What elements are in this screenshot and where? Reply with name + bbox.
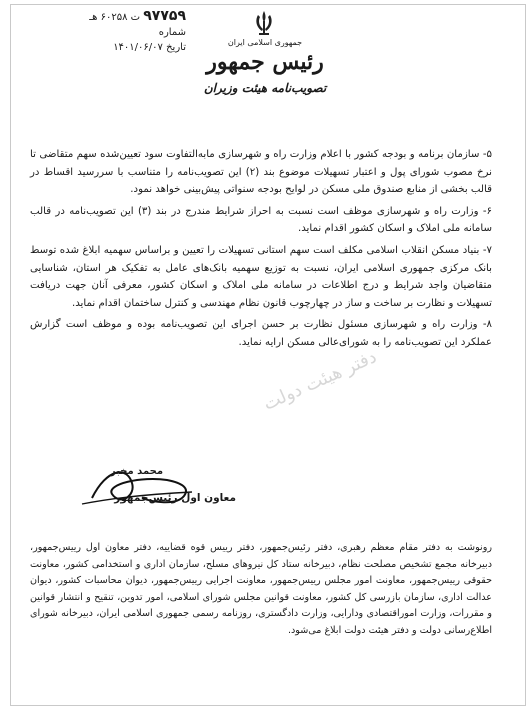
letter-code: ت ۶۰۲۵۸ هـ — [89, 12, 141, 23]
date-value: ۱۴۰۱/۰۶/۰۷ — [113, 42, 163, 53]
watermark-stamp: دفتر هیئت دولت — [260, 346, 380, 415]
article-5: ۵- سازمان برنامه و بودجه کشور با اعلام وزارت راه و شهرسازی مابه‌التفاوت سود تعیین‌شده سهم متقاضی تا نرخ مصوب شورای پول و اعتبار تسهیلات موضوع بند (۲) این تصویب‌نامه را متناسب با سررسید اقساط در قالب بخشی از منابع صندوق ملی مسکن در لوایح بودجه سنواتی پیش‌بینی خواهد نمود. — [30, 149, 492, 196]
office-title: رئیس جمهور — [206, 49, 324, 75]
distribution-list: رونوشت به دفتر مقام معظم رهبری، دفتر رئیس‌جمهور، دفتر رییس قوه قضاییه، دفتر معاون اول رییس‌جمهور، دبیرخانه مجمع تشخیص مصلحت نظام، دبیرخانه ستاد کل نیروهای مسلح، سازمان اداری و استخدامی کشور، معاونت حقوقی رییس‌جمهور، معاونت امور مجلس رییس‌جمهور، معاونت اجرایی رییس‌جمهور، دیوان محاسبات کشور، دیوان عدالت اداری، سازمان بازرسی کل کشور، معاونت قوانین مجلس شورای اسلامی، امور تدوین، تنقیح و انتشار قوانین و مقررات، وزارت اموراقتصادی ودارایی، وزارت دادگستری، روزنامه رسمی جمهوری اسلامی ایران، دبیرخانه شورای اطلاع‌رسانی دولت و دفتر هیئت دولت ابلاغ می‌شود. — [30, 542, 492, 636]
article-7: ۷- بنیاد مسکن انقلاب اسلامی مکلف است سهم استانی تسهیلات را تعیین و براساس سهمیه ابلاغ شده توسط بانک مرکزی جمهوری اسلامی ایران، نسبت به توزیع سهمیه بانک‌های عامل به تفکیک هر استان، شناسایی متقاضیان واجد شرایط و درج اطلاعات در سامانه ملی املاک و اسکان کشور، معرفی آنان جهت دریافت تسهیلات و نظارت بر ساخت و ساز در چهارچوب قانون نظام مهندسی و کنترل ساختمان اقدام نماید. — [30, 244, 492, 309]
signatory-title: معاون اول رئیس‌جمهور — [114, 492, 236, 504]
letter-number: ۹۷۷۵۹ — [143, 8, 186, 24]
country-name: جمهوری اسلامی ایران — [227, 38, 303, 47]
article-8: ۸- وزارت راه و شهرسازی مسئول نظارت بر حسن اجرای این تصویب‌نامه بوده و موظف است گزارش عملکرد این تصویب‌نامه را به شورای‌عالی مسکن ارایه نماید. — [30, 319, 492, 348]
date-label: تاریخ — [166, 42, 186, 53]
letter-meta — [26, 10, 186, 54]
document-type: تصویب‌نامه هیئت وزیران — [203, 81, 327, 95]
letterhead — [190, 38, 340, 95]
emblem-icon — [253, 10, 275, 36]
number-label: شماره — [158, 27, 186, 38]
article-6: ۶- وزارت راه و شهرسازی موظف است نسبت به احراز شرایط مندرج در بند (۳) این تصویب‌نامه در قالب سامانه ملی املاک و اسکان کشور اقدام نماید. — [30, 205, 492, 235]
signatory-name: محمد مخبر — [110, 466, 164, 477]
